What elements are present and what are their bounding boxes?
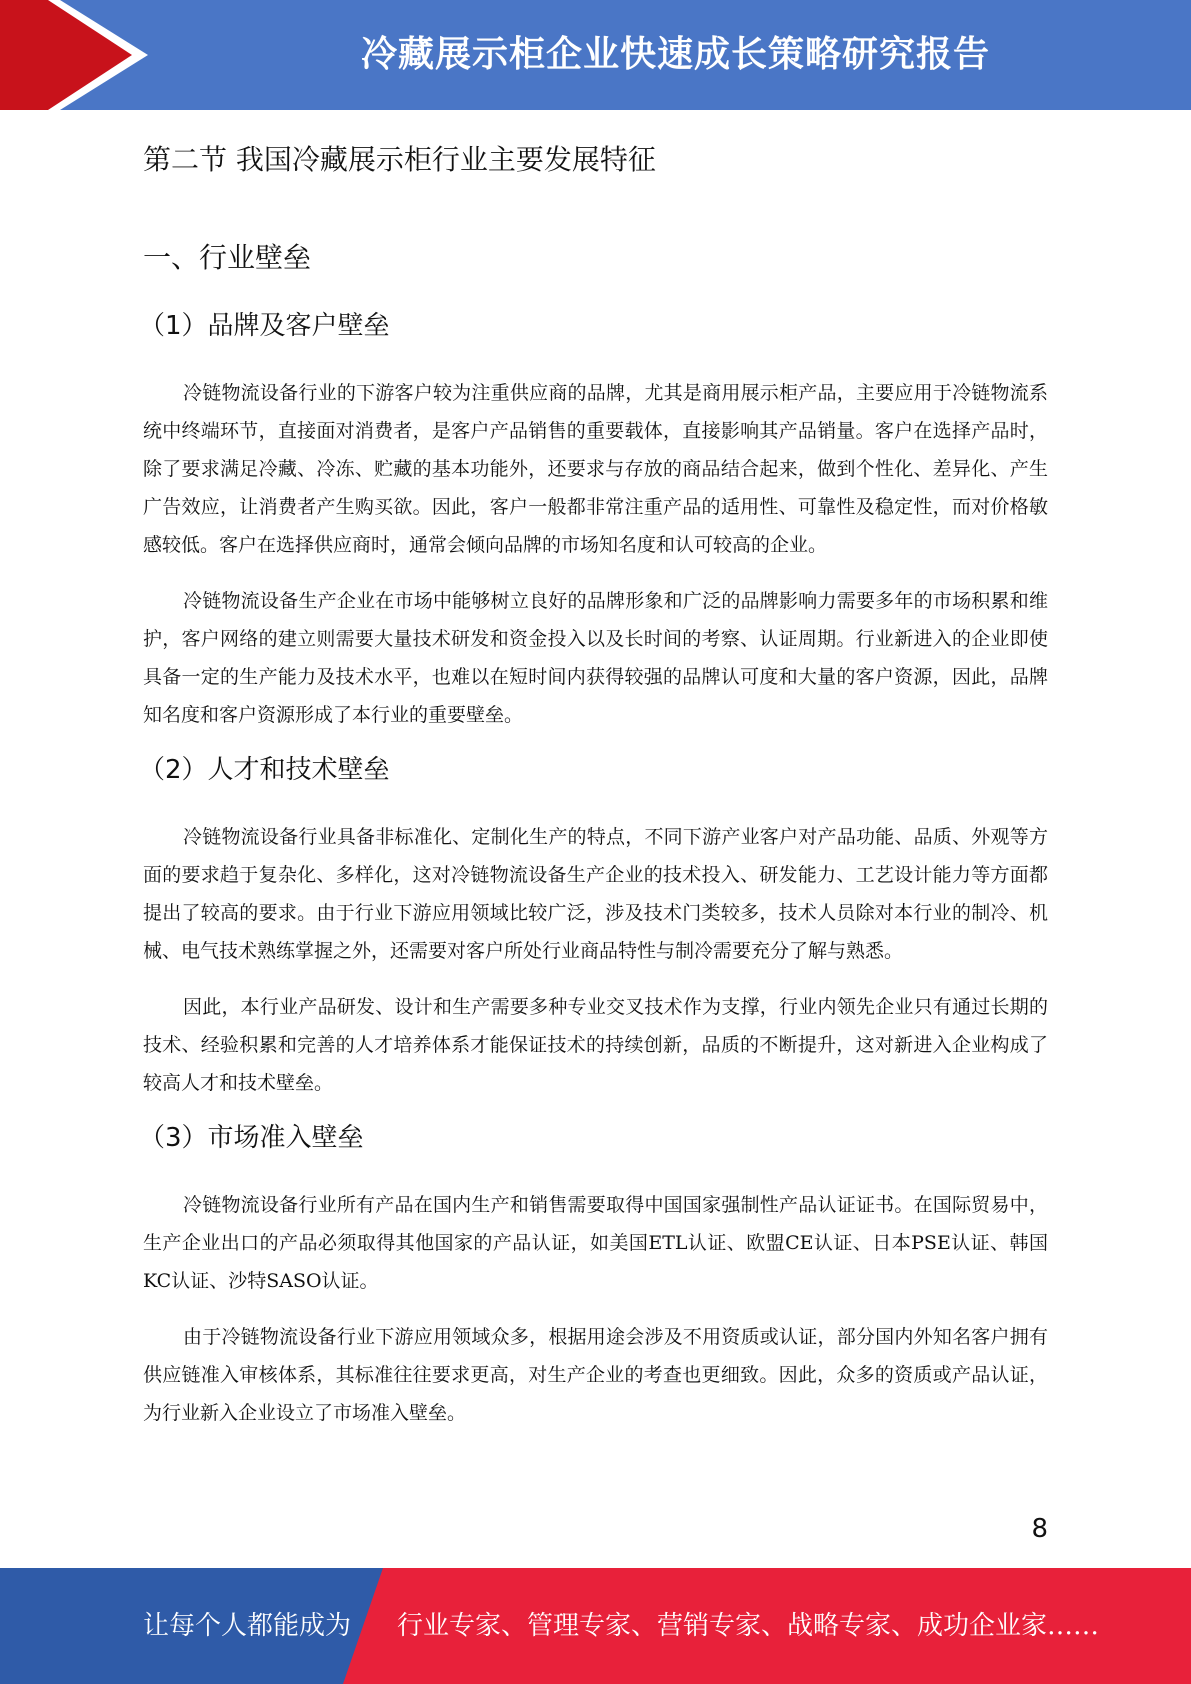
report-title: 冷藏展示柜企业快速成长策略研究报告 [360,34,990,75]
paragraph: 冷链物流设备行业的下游客户较为注重供应商的品牌，尤其是商用展示柜产品，主要应用于冷链物流系统中终端环节，直接面对消费者，是客户产品销售的重要载体，直接影响其产品销量。客户在选择产品时，除了要求满足冷藏、冷冻、贮藏的基本功能外，还要求与存放的商品结合起来，做到个性化、差异化、产生广告效应，让消费者产生购买欲。因此，客户一般都非常注重产品的适用性、可靠性及稳定性，而对价格敏感较低。客户在选择供应商时，通常会倾向品牌的市场知名度和认可较高的企业。 [143,382,1048,556]
subheading-market-barrier: （3）市场准入壁垒 [139,1123,364,1153]
footer-slogan-left: 让每个人都能成为 [143,1611,352,1641]
paragraph: 冷链物流设备行业所有产品在国内生产和销售需要取得中国国家强制性产品认证证书。在国际贸易中，生产企业出口的产品必须取得其他国家的产品认证，如美国ETL认证、欧盟CE认证、日本PSE认证、韩国KC认证、沙特SASO认证。 [143,1194,1048,1292]
paragraph: 冷链物流设备行业具备非标准化、定制化生产的特点，不同下游产业客户对产品功能、品质、外观等方面的要求趋于复杂化、多样化，这对冷链物流设备生产企业的技术投入、研发能力、工艺设计能力等方面都提出了较高的要求。由于行业下游应用领域比较广泛，涉及技术门类较多，技术人员除对本行业的制冷、机械、电气技术熟练掌握之外，还需要对客户所处行业商品特性与制冷需要充分了解与熟悉。 [143,826,1048,962]
subheading-talent-barrier: （2）人才和技术壁垒 [139,755,390,785]
subheading-brand-barrier: （1）品牌及客户壁垒 [139,311,390,341]
page-header [0,0,1191,110]
heading-industry-barriers: 一、行业壁垒 [143,241,312,274]
section-title: 第二节 我国冷藏展示柜行业主要发展特征 [143,143,656,176]
page-number: 8 [1031,1514,1048,1544]
paragraph: 因此，本行业产品研发、设计和生产需要多种专业交叉技术作为支撑，行业内领先企业只有通过长期的技术、经验积累和完善的人才培养体系才能保证技术的持续创新，品质的不断提升，这对新进入企业构成了较高人才和技术壁垒。 [143,996,1048,1094]
paragraph: 冷链物流设备生产企业在市场中能够树立良好的品牌形象和广泛的品牌影响力需要多年的市场积累和维护，客户网络的建立则需要大量技术研发和资金投入以及长时间的考察、认证周期。行业新进入的企业即使具备一定的生产能力及技术水平，也难以在短时间内获得较强的品牌认可度和大量的客户资源，因此，品牌知名度和客户资源形成了本行业的重要壁垒。 [143,590,1048,726]
document-body [139,110,1048,1432]
page-footer [0,1568,1191,1684]
footer-slogan-right: 行业专家、管理专家、营销专家、战略专家、成功企业家…… [397,1611,1100,1641]
header-arrow-decoration [0,0,160,110]
paragraph: 由于冷链物流设备行业下游应用领域众多，根据用途会涉及不用资质或认证，部分国内外知名客户拥有供应链准入审核体系，其标准往往要求更高，对生产企业的考查也更细致。因此，众多的资质或产品认证，为行业新入企业设立了市场准入壁垒。 [143,1326,1048,1424]
